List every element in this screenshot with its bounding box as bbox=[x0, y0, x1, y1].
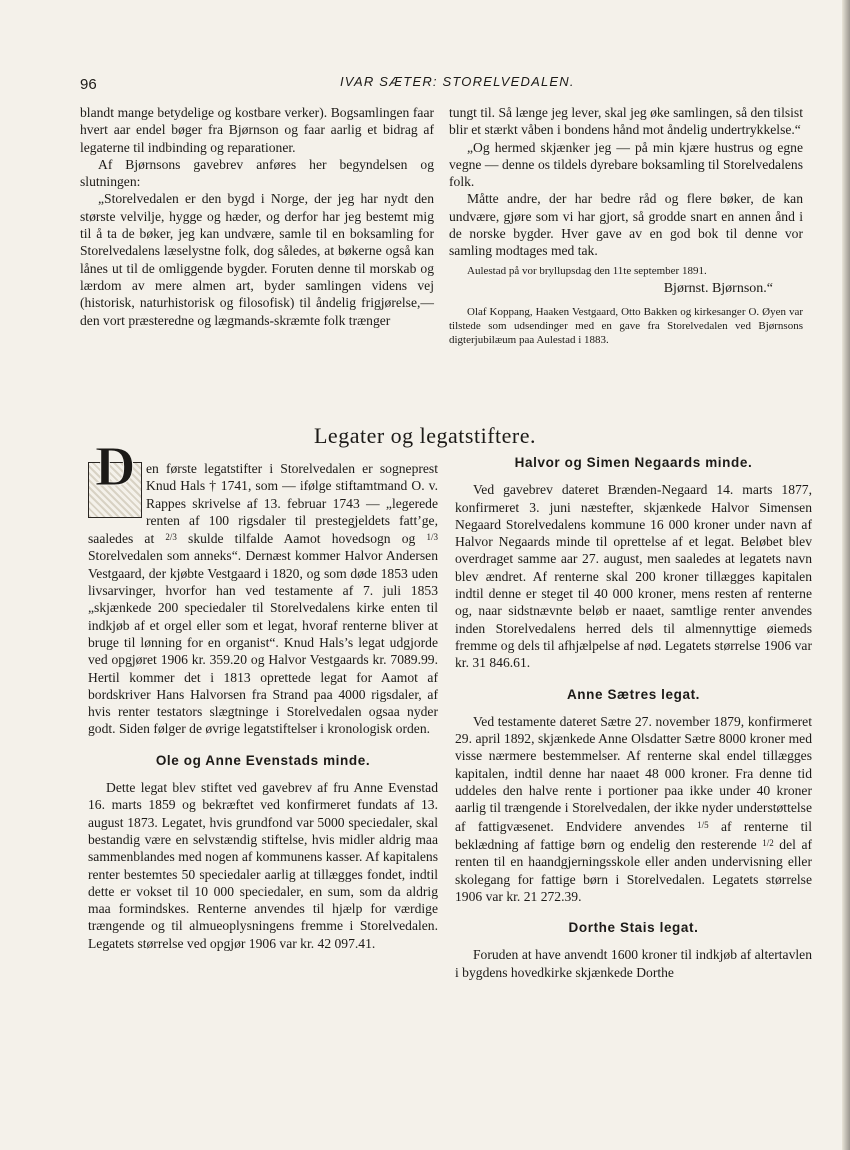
signature: Bjørnst. Bjørnson.“ bbox=[663, 280, 773, 296]
section-title: Legater og legatstiftere. bbox=[313, 423, 536, 448]
paragraph-quote: „Storelvedalen er den bygd i Norge, der jeg har nydt den største velvilje, hygge og hæder, og derfor har jeg bestemt mig til å ta de bøker, jeg kan undvære, samle til en boksamling for Storelvedalens læselystne folk, dog således, at bøkerne også kan lånes ut til de omliggende bygder. Foruten denne til morskab og lærdom av mere almen art, byder samlingen videns vej (historisk, naturhistorisk og filosofisk) til åndelig frigjørelse,— den vort præsteredne og lægmands-skræmte folk trænger bbox=[80, 191, 434, 328]
page-header bbox=[80, 76, 810, 96]
top-left-column bbox=[80, 104, 434, 329]
dropcap-ornament bbox=[88, 436, 142, 518]
caption: Olaf Koppang, Haaken Vestgaard, Otto Bakken og kirkesanger O. Øyen var tilstede som udsendinger med en gave fra Storelvedalen ved Bjørnsons digterjubilæum paa Aulestad i 1883. bbox=[449, 305, 803, 346]
paragraph: „Og hermed skjænker jeg — på min kjære hustrus og egne vegne — denne os tildels dyrebare boksamling til Storelvedalens folk. bbox=[449, 139, 803, 190]
top-right-column bbox=[449, 104, 803, 347]
intro-paragraph: D en første legatstifter i Storelvedalen er sogneprest Knud Hals † 1741, som — ifølge stiftamtmand O. v. Rappes skrivelse af 13. februar 1743 — „legerede renten af 100 rigsdaler til prestegjeldets fatt’ge, saaledes at $^{2/3}$ skulde tilfalde Aamot hovedsogn og $^{1/3}$ Storelvedalen som anneks“. Dernæst kommer Halvor Andersen Vestgaard, der kjøbte Vestgaard i 1820, og som døde 1853 uden livsarvinger, hvorfor han ved testamente af 7. juli 1853 „skjænkede 200 speciedaler til Storelvedalens kirke enten til indkjøb af et orgel eller som et legat, hvoraf renterne bliver at bruge til lønning for en organist“. Knud Hals’s legat udgjorde ved opgjøret 1906 kr. 359.20 og Halvor Vestgaards kr. 7089.99. Hertil kommer det i 1813 oprettede legat for Aamot af bordskriver Hans Halvorsen fra Strand paa 4000 rigsdaler, af hvis renter testators slægtninge i Storelvedalen ogsaa nyder godt. Siden følger de øvrige legatstiftelser i kronologisk orden. bbox=[88, 436, 438, 737]
page-number: 96 bbox=[80, 76, 97, 93]
subheading: Dorthe Stais legat. bbox=[568, 920, 699, 936]
lower-right-column bbox=[455, 448, 812, 981]
place-date: Aulestad på vor bryllupsdag den 11te september 1891. bbox=[467, 264, 707, 277]
page-edge-shadow bbox=[842, 0, 850, 1150]
fraction: 2/3 bbox=[165, 532, 177, 543]
fraction: 1/3 bbox=[426, 532, 438, 543]
paragraph: Foruden at have anvendt 1600 kroner til indkjøb af altertavlen i bygdens hovedkirke skjænkede Dorthe bbox=[455, 947, 812, 980]
paragraph: Ved testamente dateret Sætre 27. november 1879, konfirmeret 29. april 1892, skjænkede Anne Olsdatter Sætre 8000 kroner med visse nærmere bestemmelser. Af renterne skal endel tillægges kapitalen, indtil denne har naaet 48 000 kroner. Fra denne tid uddeles den halve rente i portioner paa ikke under 40 kroner aarlig til trængende i Storelvedalen, der ikke nyder understøttelse af fattigvæsenet. Endvidere anvendes $^{1/5}$ af renterne til beklædning af fattige børn og endelig den resterende $^{1/2}$ del af renten til en haandgjerningsskole eller anden undervisning eller skolegang for fattige børn i Storelvedalen. Legatets størrelse 1906 var kr. 21 272.39. bbox=[455, 713, 813, 904]
paragraph: Af Bjørnsons gavebrev anføres her begyndelsen og slutningen: bbox=[80, 156, 434, 190]
paragraph: Ved gavebrev dateret Brænden-Negaard 14. marts 1877, konfirmeret 3. juni næstefter, skjænkede Halvor Simensen Negaard Storelvedalens kommune 16 000 kroner under navn af Halvor Negaards minde til oprettelse af et legat. Beløbet blev overdraget samme aar 27. august, men saaledes at legatets navn blev ændret. Af renterne skal 200 kroner tillægges kapitalen indtil denne er steget til 40 000 kroner, mens resten af renterne og, naar sidstnævnte beløb er naaet, samtlige renter anvendes inden Storelvedalens herred dels til almennyttige øiemeds fremme og dels til afhjælpelse af nød. Legatets størrelse 1906 var kr. 31 846.61. bbox=[455, 482, 812, 671]
fraction: 1/2 bbox=[762, 837, 774, 848]
subheading: Anne Sætres legat. bbox=[566, 686, 701, 702]
paragraph: Dette legat blev stiftet ved gavebrev af fru Anne Evenstad 16. marts 1859 og bekræftet ved konfirmeret fundats af 13. august 1873. Legatet, hvis grundfond var 5000 speciedaler, skal bestandig være en selvstændig stiftelse, hvis midler aldrig maa sammenblandes med nogen af kommunens kasser. Af kapitalens renter bestemtes 50 speciedaler aarlig at tillægges fondet, indtil dette er vokset til 10 000 speciedaler, en sum, som da aldrig maa formindskes. Renterne anvendes til hjælp for værdige trængende og til almueoplysningens fremme i Storelvedalen. Legatets størrelse ved opgjør 1906 var kr. 42 097.41. bbox=[88, 780, 438, 951]
running-head: IVAR SÆTER: STORELVEDALEN. bbox=[340, 74, 575, 89]
subheading: Halvor og Simen Negaards minde. bbox=[514, 455, 753, 470]
fraction: 1/5 bbox=[697, 819, 709, 830]
paragraph: tungt til. Så længe jeg lever, skal jeg øke samlingen, så den tilsist blir et stærkt våben i bondens hånd mot åndelig undertrykkelse.“ bbox=[449, 105, 803, 138]
lower-left-column bbox=[88, 436, 438, 952]
paragraph: Måtte andre, der har bedre råd og flere bøker, de kan undvære, gjøre som vi har gjort, så grodde snart en annen ånd i de norske bygder. Hver gave av en god bok til denne vor samling modtages med tak. bbox=[449, 191, 803, 259]
subheading: Ole og Anne Evenstads minde. bbox=[155, 752, 371, 768]
dropcap-letter: D bbox=[95, 436, 136, 498]
paragraph: blandt mange betydelige og kostbare verker). Bogsamlingen faar hvert aar endel bøger fra Bjørnson og faar aarlig et bidrag af legaterne til indbinding og reparationer. bbox=[80, 105, 434, 155]
